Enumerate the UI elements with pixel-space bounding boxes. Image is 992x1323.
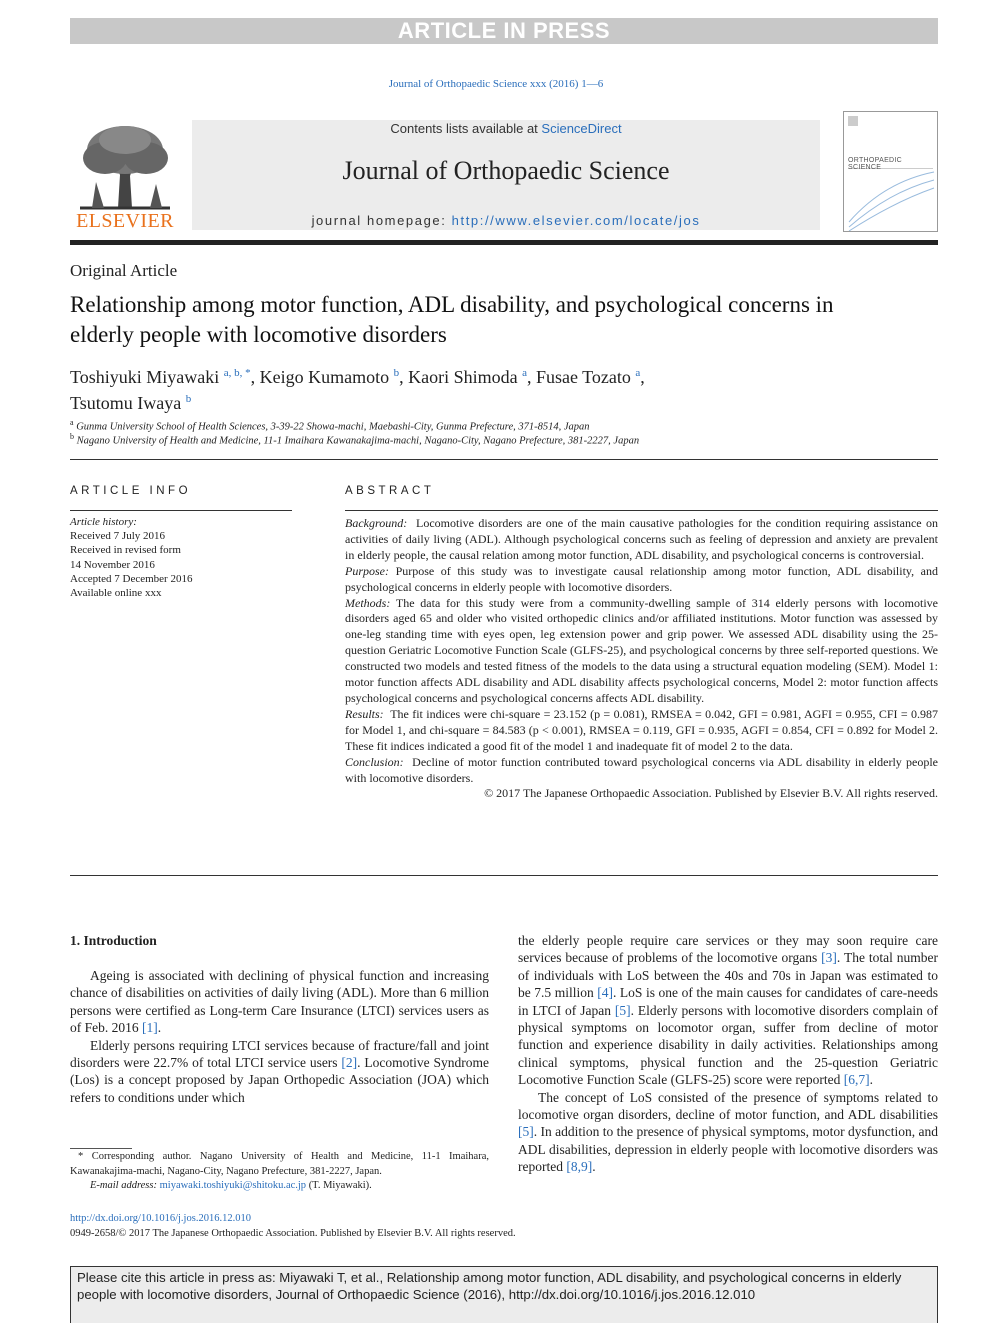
email-suffix: (T. Miyawaki). (306, 1180, 372, 1191)
author-list (70, 362, 890, 414)
affiliation-mark: b (70, 432, 74, 441)
paragraph (518, 1089, 938, 1176)
background-text: Locomotive disorders are one of the main causative pathologies for the condition requiring assistance on activities of daily living (ADL). Although psychological concerns such as feeling of depression and anxiety are prevalent in elderly people, the causal relation among motor function, ADL disability, and psychological concerns is controversial. (345, 516, 938, 562)
citation-link[interactable]: [5] (518, 1124, 534, 1140)
section-rule (70, 875, 938, 876)
author-name: Toshiyuki Miyawaki (70, 367, 220, 387)
abstract-background (345, 516, 938, 564)
author-separator: , (250, 367, 260, 387)
email-link[interactable]: miyawaki.toshiyuki@shitoku.ac.jp (159, 1180, 307, 1191)
abstract-rule (345, 510, 938, 511)
journal-cover-thumbnail[interactable] (843, 111, 938, 232)
history-item: Received 7 July 2016 (70, 530, 166, 543)
cover-decoration-icon (844, 112, 937, 231)
author-name: Kaori Shimoda (408, 367, 518, 387)
history-item: 14 November 2016 (70, 558, 155, 571)
article-info-heading: ARTICLE INFO (70, 485, 192, 497)
article-type: Original Article (70, 261, 178, 280)
text-run: . (869, 1072, 874, 1088)
paragraph (518, 932, 938, 1089)
text-run: The concept of LoS consisted of the presence of symptoms related to locomotive organ disorders, decline of motor function, and ADL disabilities (518, 1089, 938, 1123)
history-item: Received in revised form (70, 544, 181, 557)
affiliation-text: Gunma University School of Health Sciences, 3-39-22 Showa-machi, Maebashi-City, Gunma Prefecture, 371-8514, Japan (76, 421, 590, 433)
abstract-results (345, 707, 938, 755)
homepage-prefix: journal homepage: (311, 213, 452, 228)
text-run: . In addition to the presence of physical symptoms, motor dysfunction, and ADL disabilities, depression in elderly people with locomotive disorders was reported (518, 1124, 938, 1175)
header-rule (70, 240, 938, 245)
sciencedirect-link[interactable]: ScienceDirect (541, 121, 622, 136)
email-note (70, 1179, 489, 1194)
author-marks[interactable]: b (185, 393, 192, 405)
results-text: The fit indices were chi-square = 23.152 (p = 0.081), RMSEA = 0.042, GFI = 0.981, AGFI = 0.955, CFI = 0.987 for Model 1, and chi-square = 84.583 (p < 0.001), RMSEA = 0.119, GFI = 0.935, AGFI = 0.854, CFI = 0.892 for Model 2. These fit indices indicated a good fit of the model 1 and inadequate fit of model 2 to the data. (345, 706, 938, 753)
citation-link[interactable]: [3] (821, 950, 837, 966)
author-separator: , (399, 367, 409, 387)
footnote (70, 1150, 489, 1194)
text-run: the elderly people require care services or they may soon require care services because of problems of the locomotive organs (518, 933, 938, 966)
abstract-copyright: © 2017 The Japanese Orthopaedic Association. Published by Elsevier B.V. All rights reserved. (484, 786, 938, 801)
background-label: Background: (345, 516, 408, 530)
citation-link[interactable]: [2] (341, 1055, 358, 1071)
author-marks[interactable]: a, b, * (223, 367, 251, 379)
text-run: . Elderly persons with locomotive disorders complain of physical symptoms on locomotor organ, suffer from decline of motor function and experience disability in daily activities. Relationships among clinical symptoms, physical function and the 25-question Geriatric Locomotive Function Scale (GLFS-25) score were reported (518, 1002, 938, 1088)
text-run: . LoS is one of the main causes for candidates of care-needs in LTCI of Japan (518, 985, 938, 1018)
purpose-label: Purpose: (345, 563, 389, 578)
conclusion-label: Conclusion: (345, 754, 404, 769)
history-label: Article history: (70, 516, 137, 528)
abstract-heading: ABSTRACT (345, 485, 435, 497)
author-marks[interactable]: b (393, 367, 400, 379)
affiliation-mark: a (70, 418, 74, 427)
contents-line (192, 121, 820, 136)
journal-reference-link[interactable]: Journal of Orthopaedic Science xxx (2016) 1—6 (388, 78, 604, 90)
citation-link[interactable]: [5] (614, 1002, 631, 1018)
text-run: . (157, 1020, 162, 1036)
author-name: Fusae Tozato (536, 367, 631, 387)
article-info-rule (70, 510, 292, 511)
methods-label: Methods: (345, 595, 391, 610)
section-rule (70, 459, 938, 460)
introduction-heading: 1. Introduction (70, 933, 157, 948)
right-column (518, 932, 938, 1176)
abstract-conclusion (345, 755, 938, 787)
article-title: Relationship among motor function, ADL disability, and psychological concerns in elderly people with locomotive disorders (70, 292, 834, 347)
author-separator: , (527, 367, 536, 387)
citation-box: Please cite this article in press as: Miyawaki T, et al., Relationship among motor function, ADL disability, and psychological concerns in elderly people with locomotive disorders, Journal of Orthopaedic Science (2016), http://dx.doi.org/10.1016/j.jos.2016.12.010 (70, 1266, 938, 1323)
homepage-link[interactable]: http://www.elsevier.com/locate/jos (451, 213, 701, 228)
citation-link[interactable]: [4] (597, 985, 614, 1001)
footnote-rule (70, 1148, 132, 1149)
text-run: Elderly persons requiring LTCI services because of fracture/fall and joint disorders were 22.7% of total LTCI service users (70, 1037, 489, 1071)
text-run: . The total number of individuals with LoS between the 40s and 70s in Japan was estimated to be 7.5 million (518, 950, 938, 1001)
abstract-methods (345, 596, 938, 707)
author-separator: , (640, 367, 645, 387)
citation-link[interactable]: [8,9] (566, 1159, 593, 1175)
methods-text: The data for this study were from a community-dwelling sample of 314 elderly persons with locomotive disorders aged 65 and older who visited orthopedic clinics and/or affiliated institutions. Motor function was assessed by one-leg standing time with eyes open, leg extension power and grip power. We assessed ADL disability using the 25-question Geriatric Locomotive Function Scale (GLFS-25), and psychological concerns by three self-reported questions. We constructed two models and tested fitness of the models to the data using a structural equation modeling (SEM). Model 1: motor function affects ADL disability and ADL disability affects psychological concerns, Model 2: motor function affects psychological concerns and psychological concerns affects ADL disability. (345, 595, 938, 705)
abstract-purpose (345, 564, 938, 596)
citation-link[interactable]: [6,7] (843, 1072, 870, 1088)
text-run: . (592, 1159, 596, 1175)
left-column (70, 967, 489, 1106)
email-label: E-mail address: (90, 1180, 157, 1191)
text-run: . Locomotive Syndrome (Los) is a concept proposed by Japan Orthopedic Association (JOA) which refers to conditions under which (70, 1055, 489, 1105)
citation-link[interactable]: [1] (142, 1020, 158, 1036)
purpose-text: Purpose of this study was to investigate causal relationship among motor function, ADL disability, and psychological concerns in elderly people with locomotive disorders. (345, 563, 939, 594)
affiliation-text: Nagano University of Health and Medicine, 11-1 Imaihara Kawanakajima-machi, Nagano-City, Nagano Prefecture, 381-2227, Japan (76, 435, 640, 447)
cover-title: ORTHOPAEDIC SCIENCE (848, 157, 902, 171)
author-name: Keigo Kumamoto (259, 367, 390, 387)
paragraph (70, 967, 489, 1037)
contents-prefix: Contents lists available at (390, 121, 542, 136)
author-marks[interactable]: a (635, 367, 641, 379)
elsevier-wordmark: ELSEVIER (76, 210, 174, 232)
abstract-body (345, 516, 938, 802)
history-item: Available online xxx (70, 587, 162, 600)
author-marks[interactable]: a (522, 367, 527, 379)
doi-link[interactable]: http://dx.doi.org/10.1016/j.jos.2016.12.010 (70, 1213, 251, 1224)
doi-block (70, 1211, 516, 1241)
homepage-line (192, 213, 820, 228)
history-item: Accepted 7 December 2016 (70, 572, 193, 585)
article-in-press-banner: ARTICLE IN PRESS (70, 18, 938, 44)
affiliation-b (70, 430, 890, 449)
article-history (70, 515, 292, 600)
corresponding-author-note: * Corresponding author. Nagano University of Health and Medicine, 11-1 Imaihara, Kawanakajima-machi, Nagano-City, Nagano Prefecture, 381-2227, Japan. (70, 1151, 489, 1177)
text-run: Ageing is associated with declining of physical function and increasing chance of disabilities on activities of daily living (ADL). More than 6 million persons were certified as Long-term Care Insurance (LTCI) services users as of Feb. 2016 (70, 968, 489, 1036)
conclusion-text: Decline of motor function contributed toward psychological concerns via ADL disability in elderly people with locomotive disorders. (345, 754, 939, 785)
issn-line: 0949-2658/© 2017 The Japanese Orthopaedic Association. Published by Elsevier B.V. All rights reserved. (70, 1228, 516, 1239)
results-label: Results: (345, 706, 384, 721)
author-name: Tsutomu Iwaya (70, 393, 182, 413)
paragraph (70, 1037, 489, 1107)
journal-name: Journal of Orthopaedic Science (342, 156, 670, 185)
